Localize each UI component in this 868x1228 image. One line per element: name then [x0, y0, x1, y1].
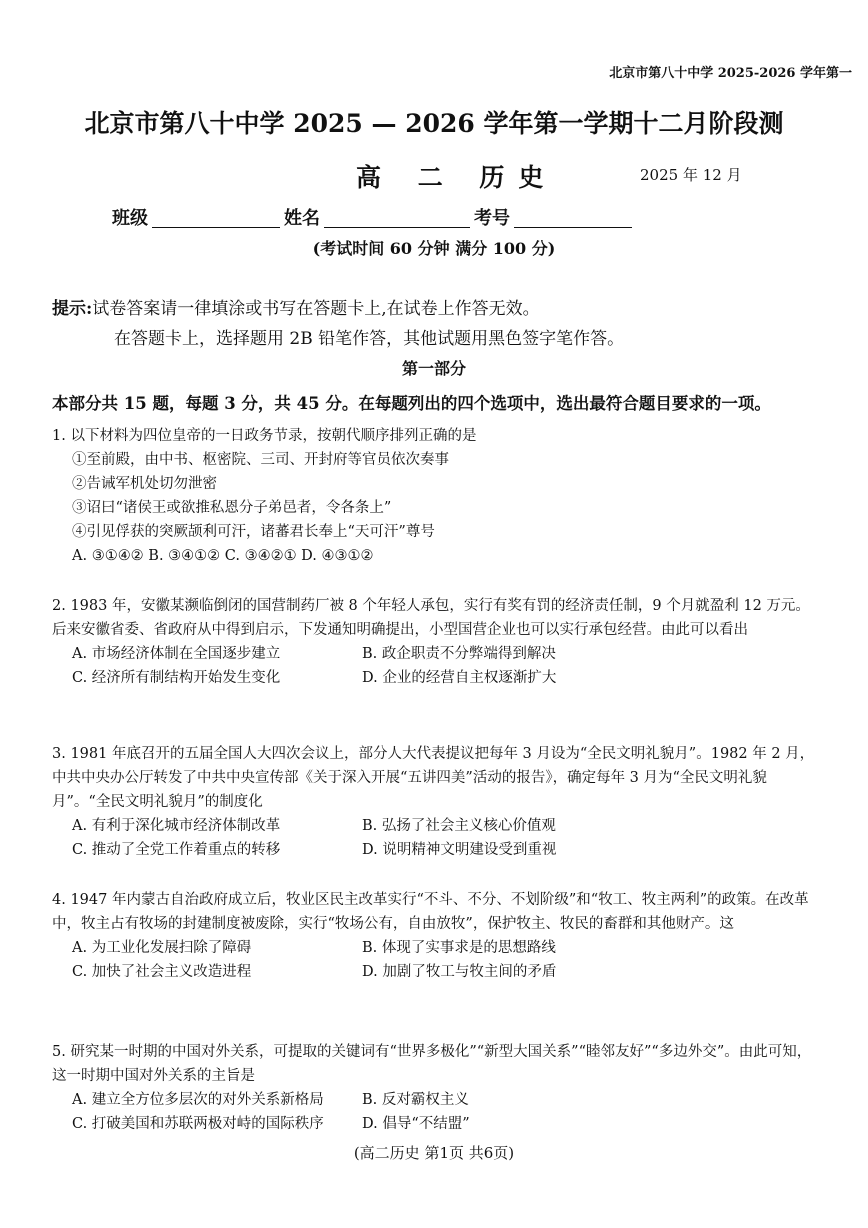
part-heading: 第一部分: [401, 359, 466, 378]
tips-line-1: 试卷答案请一律填涂或书写在答题卡上,在试卷上作答无效。: [92, 299, 540, 319]
option-a: A. 为工业化发展扫除了障碍: [72, 940, 252, 956]
question-stem: 2. 1983 年，安徽某濒临倒闭的国营制药厂被 8 个年轻人承包，实行有奖有罚的经济责任制，9 个月就盈利 12 万元。后来安徽省委、省政府从中得到启示，下发通知明确提出，小型国营企业也可以实行承包经营。由此可以看出: [52, 598, 810, 638]
id-label: 考号: [474, 208, 510, 229]
option-b: B. 反对霸权主义: [362, 1092, 469, 1108]
name-label: 姓名: [284, 208, 320, 229]
question-item: ①至前殿，由中书、枢密院、三司、开封府等官员依次奏事: [72, 452, 449, 468]
option-d: D. 企业的经营自主权逐渐扩大: [362, 670, 557, 686]
question-stem: 1. 以下材料为四位皇帝的一日政务节录，按朝代顺序排列正确的是: [52, 428, 477, 444]
question-options: [52, 814, 822, 862]
option-c: C. 推动了全党工作着重点的转移: [72, 842, 281, 858]
question-2: [52, 594, 822, 690]
corner-header: 北京市第八十中学 2025-2026 学年第一: [609, 66, 852, 81]
option-c: C. 加快了社会主义改造进程: [72, 964, 252, 980]
question-stem: 3. 1981 年底召开的五届全国人大四次会议上，部分人大代表提议把每年 3 月设为“全民文明礼貌月”。1982 年 2 月，中共中央办公厅转发了中共中央宣传部《关于深入开展“五讲四美”活动的报告》，确定每年 3 月为“全民文明礼貌月”。“全民文明礼貌月”的制度化: [52, 746, 815, 810]
class-field[interactable]: [152, 207, 280, 228]
question-options: A. ③①④② B. ③④①② C. ③④②① D. ④③①②: [72, 548, 374, 564]
option-b: B. 弘扬了社会主义核心价值观: [362, 818, 556, 834]
question-item: ③诏曰“诸侯王或欲推私恩分子弟邑者，令各条上”: [72, 500, 392, 516]
page-footer: (高二历史 第1页 共6页): [353, 1144, 515, 1162]
option-a: A. 建立全方位多层次的对外关系新格局: [72, 1092, 324, 1108]
part-intro: 本部分共 15 题，每题 3 分，共 45 分。在每题列出的四个选项中，选出最符合题目要求的一项。: [52, 394, 771, 413]
question-stem: 5. 研究某一时期的中国对外关系，可提取的关键词有“世界多极化”“新型大国关系”“睦邻友好”“多边外交”。由此可知，这一时期中国对外关系的主旨是: [52, 1044, 812, 1084]
question-4: [52, 888, 822, 984]
option-a: A. 有利于深化城市经济体制改革: [72, 818, 281, 834]
question-options: [52, 642, 822, 690]
tips-section: [52, 294, 624, 354]
subject-title: 高 二 历史: [356, 163, 558, 192]
page-title: 北京市第八十中学 2025 — 2026 学年第一学期十二月阶段测: [84, 109, 784, 138]
tips-line-2: 在答题卡上，选择题用 2B 铅笔作答，其他试题用黑色签字笔作答。: [114, 329, 625, 349]
exam-info: (考试时间 60 分钟 满分 100 分): [312, 239, 556, 258]
option-d: D. 说明精神文明建设受到重视: [362, 842, 557, 858]
question-item: ②告诫军机处切勿泄密: [72, 476, 217, 492]
option-d: D. 加剧了牧工与牧主间的矛盾: [362, 964, 557, 980]
option-c: C. 经济所有制结构开始发生变化: [72, 670, 281, 686]
question-1: [52, 424, 822, 568]
id-field[interactable]: [514, 207, 632, 228]
option-c: C. 打破美国和苏联两极对峙的国际秩序: [72, 1116, 324, 1132]
tips-label: 提示:: [52, 299, 93, 319]
option-b: B. 体现了实事求是的思想路线: [362, 940, 556, 956]
option-b: B. 政企职责不分弊端得到解决: [362, 646, 556, 662]
option-a: A. 市场经济体制在全国逐步建立: [72, 646, 281, 662]
name-field[interactable]: [324, 207, 470, 228]
question-stem: 4. 1947 年内蒙古自治政府成立后，牧业区民主改革实行“不斗、不分、不划阶级”和“牧工、牧主两利”的政策。在改革中，牧主占有牧场的封建制度被废除，实行“牧场公有，自由放牧”，保护牧主、牧民的畜群和其他财产。这: [52, 892, 809, 932]
option-d: D. 倡导“不结盟”: [362, 1116, 470, 1132]
class-label: 班级: [112, 208, 148, 229]
question-item: ④引见俘获的突厥颉利可汗，诸蕃君长奉上“天可汗”尊号: [72, 524, 435, 540]
question-5: [52, 1040, 822, 1136]
student-info-fields: [112, 204, 636, 230]
question-options: [52, 1088, 822, 1136]
question-options: [52, 936, 822, 984]
exam-date: 2025 年 12 月: [640, 166, 742, 184]
question-3: [52, 742, 822, 862]
